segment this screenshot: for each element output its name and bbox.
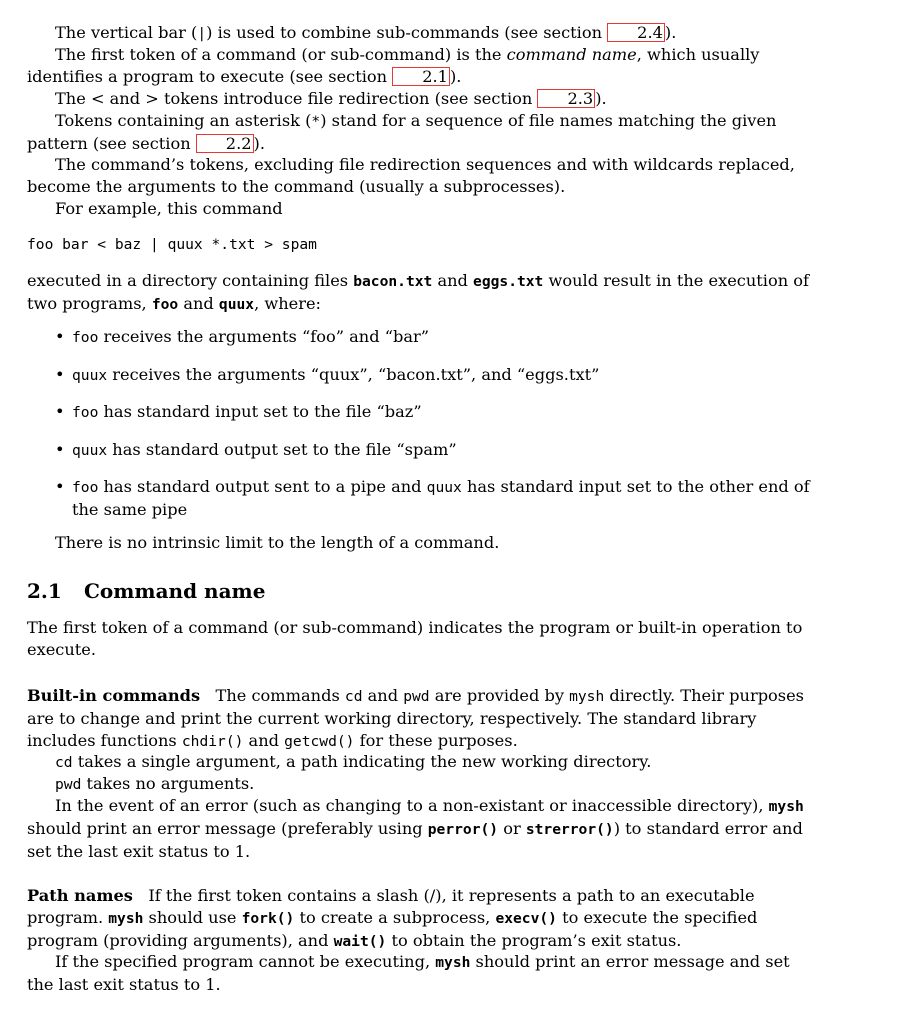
paragraph-example-intro: For example, this command — [55, 199, 283, 218]
paragraph-cd: cd takes a single argument, a path indicating the new working directory. — [55, 752, 652, 771]
paragraph-section-intro: The first token of a command (or sub-command) indicates the program or built-in operation to execute. — [27, 618, 803, 659]
paragraph-vertical-bar: The vertical bar (|) is used to combine sub-commands (see section 2.4 ). — [55, 23, 677, 42]
bullet-icon: • — [55, 402, 65, 421]
paragraph-command-name: The first token of a command (or sub-command) is the command name, which usually identifies a program to execute (see section 2.1 ). — [27, 45, 760, 86]
section-link-2-4[interactable]: 2.4 — [607, 23, 665, 42]
paragraph-path-names: Path names If the first token contains a slash (/), it represents a path to an executable program. mysh should use fork() to create a subprocess, execv() to execute the specified program (providing arguments), and wait() to obtain the program’s exit status. — [27, 886, 758, 950]
list-item: • quux receives the arguments “quux”, “bacon.txt”, and “eggs.txt” — [55, 364, 600, 384]
list-item: • quux has standard output set to the file “spam” — [55, 439, 457, 459]
bullet-icon: • — [55, 327, 65, 346]
bullet-icon: • — [55, 364, 65, 384]
paragraph-length-limit: There is no intrinsic limit to the length of a command. — [55, 533, 500, 552]
section-link-2-3[interactable]: 2.3 — [537, 89, 595, 108]
paragraph-arguments: The command’s tokens, excluding file redirection sequences and with wildcards replaced, become the arguments to the command (usually a subprocesses). — [27, 155, 795, 196]
list-item: • foo has standard output sent to a pipe and quux has standard input set to the other end of the same pipe — [55, 477, 810, 519]
paragraph-pwd: pwd takes no arguments. — [55, 774, 255, 793]
section-link-2-1[interactable]: 2.1 — [392, 67, 450, 86]
paragraph-error-handling: In the event of an error (such as changing to a non-existant or inaccessible directory), mysh should print an error message (preferably using perror() or strerror()) to standard error and set the last exit status to 1. — [27, 796, 804, 861]
paragraph-wildcards: Tokens containing an asterisk (*) stand for a sequence of file names matching the given pattern (see section 2.2 ). — [27, 111, 777, 153]
section-title: Command name — [84, 579, 266, 603]
section-link-2-2[interactable]: 2.2 — [196, 134, 254, 153]
paragraph-redirection: The < and > tokens introduce file redirection (see section 2.3 ). — [55, 89, 607, 108]
paragraph-builtin-commands: Built-in commands The commands cd and pwd are provided by mysh directly. Their purposes are to change and print the current working directory, respectively. The standard library includes functions chdir() and getcwd() for these purposes. — [27, 686, 804, 750]
paragraph-example-explanation: executed in a directory containing files bacon.txt and eggs.txt would result in the execution of two programs, foo and quux, where: — [27, 271, 809, 313]
runin-heading-builtin: Built-in commands — [27, 686, 201, 705]
section-heading — [27, 576, 265, 606]
list-item: • foo receives the arguments “foo” and “bar” — [55, 327, 430, 346]
paragraph-exec-failure: If the specified program cannot be executing, mysh should print an error message and set the last exit status to 1. — [27, 952, 790, 994]
list-item: • foo has standard input set to the file “baz” — [55, 402, 422, 421]
section-number: 2.1 — [27, 579, 62, 603]
bullet-icon: • — [55, 439, 65, 459]
example-bullet-list — [55, 326, 812, 536]
code-example: foo bar < baz | quux *.txt > spam — [27, 236, 317, 253]
bullet-icon: • — [55, 477, 65, 496]
runin-heading-path-names: Path names — [27, 886, 133, 905]
